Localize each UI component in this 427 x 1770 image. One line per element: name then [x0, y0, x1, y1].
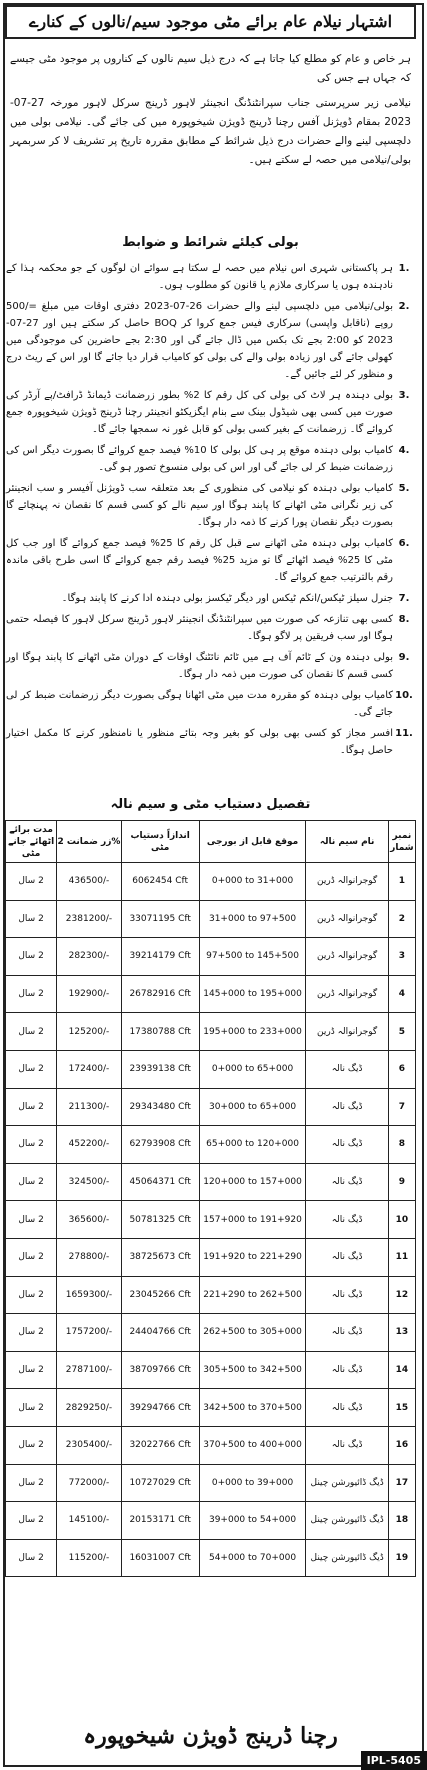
cell-name: ڈیگ ڈائیورشن چینل	[306, 1539, 388, 1577]
rule-number: 11.	[395, 728, 413, 739]
header-name: نام سیم نالہ	[306, 821, 388, 863]
rule-number: 6.	[398, 538, 410, 549]
table-header-row	[6, 821, 416, 863]
cell-security: 278800/-	[57, 1238, 122, 1276]
cell-quantity: 26782916 Cft	[121, 975, 199, 1013]
rule-item	[6, 298, 415, 383]
cell-rd: 65+000 to 120+000	[199, 1126, 306, 1164]
cell-security: 2787100/-	[57, 1351, 122, 1389]
rule-number: 4.	[398, 445, 410, 456]
rules-heading: بولی کیلئے شرائط و ضوابط	[122, 235, 299, 250]
intro-paragraph: ہر خاص و عام کو مطلع کیا جاتا ہے کہ درج ذیل سیم نالوں کے کناروں پر موجود مٹی جیسے کہ جہاں ہے جس کی	[10, 53, 411, 84]
rule-item	[6, 387, 415, 438]
cell-period: 2 سال	[6, 1201, 57, 1239]
cell-quantity: 50781325 Cft	[121, 1201, 199, 1239]
cell-period: 2 سال	[6, 1389, 57, 1427]
cell-period: 2 سال	[6, 1351, 57, 1389]
table-row	[6, 975, 416, 1013]
cell-security: 2829250/-	[57, 1389, 122, 1427]
table-row	[6, 1013, 416, 1051]
cell-period: 2 سال	[6, 863, 57, 901]
cell-rd: 31+000 to 97+500	[199, 900, 306, 938]
table-row	[6, 1464, 416, 1502]
cell-name: ڈیگ نالہ	[306, 1050, 388, 1088]
header-rd: موقع قابل از بورجی	[199, 821, 306, 863]
table-row	[6, 1238, 416, 1276]
cell-sr: 14	[388, 1351, 415, 1389]
table-row	[6, 1351, 416, 1389]
cell-rd: 0+000 to 39+000	[199, 1464, 306, 1502]
rule-number: 7.	[398, 593, 410, 604]
table-row	[6, 1050, 416, 1088]
cell-name: ڈیگ نالہ	[306, 1314, 388, 1352]
rule-number: 1.	[398, 263, 410, 274]
cell-name: گوجرانوالہ ڈرین	[306, 938, 388, 976]
cell-security: 436500/-	[57, 863, 122, 901]
rule-text: بولی دہندہ ہر لاٹ کی بولی کی کل رقم کا 2% بطور زرضمانت ڈیمانڈ ڈرافٹ/پے آرڈر کی صورت میں کسی بھی شیڈول بینک سے بنام ایگزیکٹو انجینئر رچنا ڈرینج ڈویژن شیخوپورہ جمع کروائے گا۔ زرضمانت کے بغیر کسی بولی کو قابل غور نہ سمجھا جائے گا۔	[6, 390, 393, 435]
cell-quantity: 62793908 Cft	[121, 1126, 199, 1164]
cell-security: 1659300/-	[57, 1276, 122, 1314]
cell-period: 2 سال	[6, 1163, 57, 1201]
cell-name: ڈیگ نالہ	[306, 1201, 388, 1239]
cell-quantity: 39214179 Cft	[121, 938, 199, 976]
rule-text: بولی/نیلامی میں دلچسپی لینے والے حضرات 26-07-2023 دفتری اوقات میں مبلغ =/500 روپے (ناقابل واپسی) سرکاری فیس جمع کروا کر BOQ حاصل کر سکتے ہیں اور 27-07-2023 کو 2:00 بجے تک بکس میں ڈال جائے گی اور 2:30 بجے حاضرین کی موجودگی میں کھولی جائے گی اور زیادہ بولی والے کی بولی کو کامیاب قرار دیا جائے گا اور اس کے ریٹ درج و منظور کر لئے جائیں گے۔	[6, 301, 393, 380]
cell-name: گوجرانوالہ ڈرین	[306, 975, 388, 1013]
details-table	[5, 820, 416, 1577]
header-price: زر ضمانت 2%	[57, 821, 122, 863]
cell-quantity: 23939138 Cft	[121, 1050, 199, 1088]
cell-rd: 342+500 to 370+500	[199, 1389, 306, 1427]
cell-sr: 4	[388, 975, 415, 1013]
cell-period: 2 سال	[6, 1088, 57, 1126]
cell-security: 125200/-	[57, 1013, 122, 1051]
cell-rd: 370+500 to 400+000	[199, 1426, 306, 1464]
cell-quantity: 33071195 Cft	[121, 900, 199, 938]
rule-text: ہر پاکستانی شہری اس نیلام میں حصہ لے سکتا ہے سوائے ان لوگوں کے جو محکمہ ہذا کے نادہندہ ہوں یا سرکاری ملازم یا قانون کو مطلوب ہوں۔	[6, 263, 393, 291]
cell-security: 324500/-	[57, 1163, 122, 1201]
rule-item	[6, 442, 415, 476]
table-row	[6, 863, 416, 901]
rule-item	[6, 687, 415, 721]
cell-name: ڈیگ نالہ	[306, 1389, 388, 1427]
cell-period: 2 سال	[6, 938, 57, 976]
cell-sr: 13	[388, 1314, 415, 1352]
cell-rd: 54+000 to 70+000	[199, 1539, 306, 1577]
cell-name: ڈیگ ڈائیورشن چینل	[306, 1464, 388, 1502]
rule-text: جنرل سیلز ٹیکس/انکم ٹیکس اور دیگر ٹیکسز بولی دہندہ ادا کرنے کا پابند ہوگا۔	[61, 593, 393, 604]
table-row	[6, 1201, 416, 1239]
cell-security: 282300/-	[57, 938, 122, 976]
cell-rd: 39+000 to 54+000	[199, 1502, 306, 1540]
rules-list	[6, 260, 415, 763]
page-title: اشتہار نیلام عام برائے مٹی موجود سیم/نالوں کے کنارے	[5, 5, 416, 39]
header-sr: نمبر شمار	[388, 821, 415, 863]
table-row	[6, 1276, 416, 1314]
cell-quantity: 6062454 Cft	[121, 863, 199, 901]
table-row	[6, 1088, 416, 1126]
cell-sr: 9	[388, 1163, 415, 1201]
rule-item	[6, 725, 415, 759]
cell-name: ڈیگ نالہ	[306, 1088, 388, 1126]
rule-text: بولی دہندہ ون کے ٹائم آف ہے میں ٹائم نائٹنگ اوقات کے دوران مٹی اٹھانے کا پابند ہوگا اور کسی قسم کا نقصان کی صورت میں ذمہ دار ہوگا۔	[6, 652, 393, 680]
table-row	[6, 1314, 416, 1352]
cell-sr: 10	[388, 1201, 415, 1239]
cell-period: 2 سال	[6, 1050, 57, 1088]
cell-quantity: 38725673 Cft	[121, 1238, 199, 1276]
cell-security: 192900/-	[57, 975, 122, 1013]
cell-quantity: 32022766 Cft	[121, 1426, 199, 1464]
cell-period: 2 سال	[6, 975, 57, 1013]
table-row	[6, 1389, 416, 1427]
cell-rd: 157+000 to 191+920	[199, 1201, 306, 1239]
rule-number: 8.	[398, 614, 410, 625]
cell-security: 452200/-	[57, 1126, 122, 1164]
cell-rd: 97+500 to 145+500	[199, 938, 306, 976]
cell-period: 2 سال	[6, 1502, 57, 1540]
table-row	[6, 1126, 416, 1164]
cell-rd: 262+500 to 305+000	[199, 1314, 306, 1352]
table-row	[6, 1502, 416, 1540]
rule-number: 2.	[398, 301, 410, 312]
table-heading: تفصیل دستیاب مٹی و سیم نالہ	[110, 797, 311, 812]
cell-security: 772000/-	[57, 1464, 122, 1502]
rule-text: کسی بھی تنازعہ کی صورت میں سپرانٹنڈنگ انجینئر لاہور ڈرینج سرکل لاہور کا فیصلہ حتمی ہوگا اور سب فریقین پر لاگو ہوگا۔	[6, 614, 393, 642]
cell-period: 2 سال	[6, 1238, 57, 1276]
rule-item	[6, 649, 415, 683]
cell-sr: 2	[388, 900, 415, 938]
cell-sr: 18	[388, 1502, 415, 1540]
cell-name: ڈیگ نالہ	[306, 1351, 388, 1389]
cell-period: 2 سال	[6, 1539, 57, 1577]
cell-name: ڈیگ ڈائیورشن چینل	[306, 1502, 388, 1540]
rule-item	[6, 590, 415, 607]
cell-name: گوجرانوالہ ڈرین	[306, 863, 388, 901]
cell-rd: 30+000 to 65+000	[199, 1088, 306, 1126]
cell-name: ڈیگ نالہ	[306, 1426, 388, 1464]
cell-quantity: 24404766 Cft	[121, 1314, 199, 1352]
rule-item	[6, 260, 415, 294]
rule-number: 9.	[398, 652, 410, 663]
cell-rd: 0+000 to 31+000	[199, 863, 306, 901]
cell-sr: 8	[388, 1126, 415, 1164]
cell-sr: 1	[388, 863, 415, 901]
cell-quantity: 38709766 Cft	[121, 1351, 199, 1389]
cell-quantity: 20153171 Cft	[121, 1502, 199, 1540]
cell-sr: 15	[388, 1389, 415, 1427]
cell-security: 115200/-	[57, 1539, 122, 1577]
rule-text: کامیاب بولی دہندہ مٹی اٹھانے سے قبل کل رقم کا 25% فیصد جمع کروائے گا اور جب کل مٹی کا 25% فیصد اٹھائے گا تو مزید 25% فیصد رقم جمع کروائے گا اسی طرح باقی ماندہ رقم بالترتیب جمع کروائے گا۔	[6, 538, 393, 583]
rule-number: 3.	[398, 390, 410, 401]
cell-name: ڈیگ نالہ	[306, 1238, 388, 1276]
cell-rd: 145+000 to 195+000	[199, 975, 306, 1013]
cell-period: 2 سال	[6, 1464, 57, 1502]
header-qty: اندازاً دستیاب مٹی	[121, 821, 199, 863]
cell-quantity: 17380788 Cft	[121, 1013, 199, 1051]
table-row	[6, 1539, 416, 1577]
cell-sr: 7	[388, 1088, 415, 1126]
cell-rd: 221+290 to 262+500	[199, 1276, 306, 1314]
rule-text: افسر مجاز کو کسی بھی بولی کو بغیر وجہ بتائے منظور یا نامنظور کرنے کا مکمل اختیار حاصل ہوگا۔	[6, 728, 393, 756]
cell-sr: 5	[388, 1013, 415, 1051]
cell-security: 1757200/-	[57, 1314, 122, 1352]
cell-rd: 0+000 to 65+000	[199, 1050, 306, 1088]
cell-security: 2305400/-	[57, 1426, 122, 1464]
cell-sr: 11	[388, 1238, 415, 1276]
cell-sr: 3	[388, 938, 415, 976]
cell-rd: 120+000 to 157+000	[199, 1163, 306, 1201]
cell-name: گوجرانوالہ ڈرین	[306, 900, 388, 938]
cell-period: 2 سال	[6, 1314, 57, 1352]
cell-sr: 19	[388, 1539, 415, 1577]
header-period: مدت برائے اٹھائے جانے مٹی	[6, 821, 57, 863]
cell-rd: 195+000 to 233+000	[199, 1013, 306, 1051]
table-row	[6, 938, 416, 976]
rule-number: 5.	[398, 483, 410, 494]
rule-number: 10.	[395, 690, 413, 701]
cell-sr: 17	[388, 1464, 415, 1502]
cell-sr: 16	[388, 1426, 415, 1464]
table-row	[6, 1426, 416, 1464]
cell-quantity: 39294766 Cft	[121, 1389, 199, 1427]
cell-rd: 305+500 to 342+500	[199, 1351, 306, 1389]
rule-text: کامیاب بولی دہندہ کو نیلامی کی منظوری کے بعد متعلقہ سب ڈویژنل آفیسر و سب انجینئر کی زیر نگرانی مٹی اٹھانے کا پابند ہوگا اور سیم نالے کو کسی قسم کا نقصان نہ پہنچائے گا بصورت دیگر نقصان پورا کرنے کا ذمہ دار ہوگا۔	[6, 483, 393, 528]
cell-period: 2 سال	[6, 900, 57, 938]
cell-quantity: 45064371 Cft	[121, 1163, 199, 1201]
ipl-number: IPL-5405	[361, 1751, 427, 1770]
cell-security: 2381200/-	[57, 900, 122, 938]
cell-period: 2 سال	[6, 1126, 57, 1164]
cell-quantity: 23045266 Cft	[121, 1276, 199, 1314]
office-name: رچنا ڈرینج ڈویژن شیخوپورہ	[83, 1723, 338, 1749]
cell-period: 2 سال	[6, 1426, 57, 1464]
rule-item	[6, 535, 415, 586]
cell-security: 365600/-	[57, 1201, 122, 1239]
intro-paragraph: نیلامی زیر سرپرستی جناب سپرانٹنڈنگ انجینئر لاہور ڈرینج سرکل لاہور مورخہ 27-07-2023 بمقام ڈویژنل آفس رچنا ڈرینج ڈویژن شیخوپورہ میں کی جائے گی۔ نیلامی بولی میں دلچسپی لینے والے حضرات درج ذیل شرائط کے مطابق مقررہ تاریخ پر تشریف لا کر سربمہر بولی/نیلامی میں حصہ لے سکتے ہیں۔	[10, 97, 411, 166]
cell-quantity: 10727029 Cft	[121, 1464, 199, 1502]
table-row	[6, 900, 416, 938]
cell-sr: 6	[388, 1050, 415, 1088]
table-row	[6, 1163, 416, 1201]
cell-security: 211300/-	[57, 1088, 122, 1126]
cell-name: گوجرانوالہ ڈرین	[306, 1013, 388, 1051]
cell-name: ڈیگ نالہ	[306, 1276, 388, 1314]
cell-name: ڈیگ نالہ	[306, 1163, 388, 1201]
cell-sr: 12	[388, 1276, 415, 1314]
cell-quantity: 29343480 Cft	[121, 1088, 199, 1126]
rule-item	[6, 611, 415, 645]
cell-security: 172400/-	[57, 1050, 122, 1088]
intro-text	[10, 50, 411, 176]
cell-name: ڈیگ نالہ	[306, 1126, 388, 1164]
cell-quantity: 16031007 Cft	[121, 1539, 199, 1577]
cell-period: 2 سال	[6, 1276, 57, 1314]
rule-text: کامیاب بولی دہندہ کو مقررہ مدت میں مٹی اٹھانا ہوگی بصورت دیگر زرضمانت ضبط کر لی جائے گی۔	[6, 690, 393, 718]
cell-rd: 191+920 to 221+290	[199, 1238, 306, 1276]
cell-security: 145100/-	[57, 1502, 122, 1540]
cell-period: 2 سال	[6, 1013, 57, 1051]
rule-text: کامیاب بولی دہندہ موقع پر ہی کل بولی کا 10% فیصد جمع کروائے گا بصورت دیگر اس کی زرضمانت ضبط کر لی جائے گی اور اس کی بولی منسوخ تصور ہو گی۔	[6, 445, 393, 473]
rule-item	[6, 480, 415, 531]
